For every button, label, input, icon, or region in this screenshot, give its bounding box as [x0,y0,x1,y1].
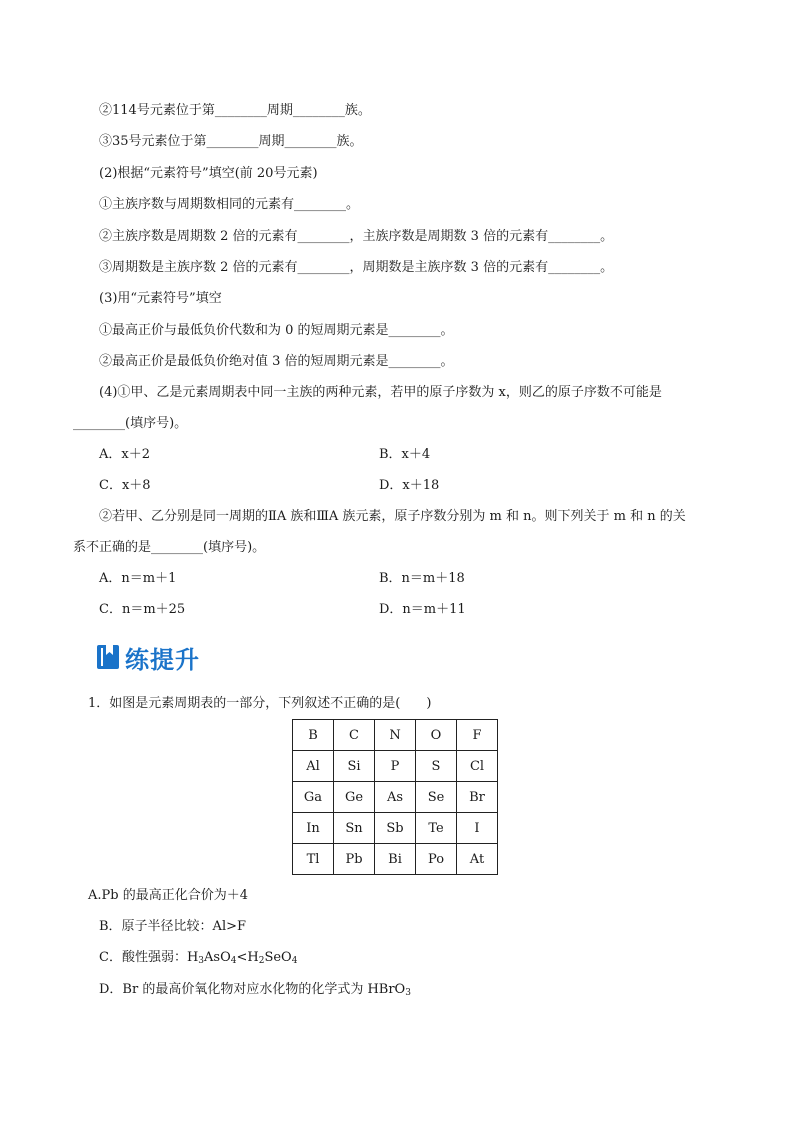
element-cell: Po [416,844,457,875]
element-cell: Si [334,751,375,782]
subscript: 4 [230,956,237,966]
text-line: ②114号元素位于第________周期________族。 [99,103,371,118]
book-icon [97,645,119,669]
option-c: C．n＝m＋25 [99,602,186,617]
element-cell: O [416,720,457,751]
text-line: ①主族序数与周期数相同的元素有________。 [99,197,360,212]
subscript: 3 [405,988,411,998]
element-cell: P [375,751,416,782]
option-text: <H [236,950,259,965]
option-b: B．x＋4 [379,447,431,462]
element-cell: As [375,782,416,813]
element-cell: F [457,720,498,751]
option-text: D．Br 的最高价氧化物对应水化物的化学式为 HBrO [99,982,406,997]
subscript: 2 [258,956,265,966]
option-b: B．n＝m＋18 [379,571,465,586]
text-line: ②若甲、乙分别是同一周期的ⅡA 族和ⅢA 族元素，原子序数分别为 m 和 n。则下列关于 m 和 n 的关 [99,509,686,524]
question-stem: 1．如图是元素周期表的一部分，下列叙述不正确的是( ) [88,696,432,711]
option-d: D．x＋18 [379,478,440,493]
option-text: AsO [204,950,231,965]
table-row [293,751,498,782]
table-row [293,782,498,813]
element-cell: C [334,720,375,751]
subscript: 3 [198,956,205,966]
element-cell: Te [416,813,457,844]
element-cell: At [457,844,498,875]
element-cell: Sb [375,813,416,844]
text-line: ②最高正价是最低负价绝对值 3 倍的短周期元素是________。 [99,354,454,369]
option-text: SeO [264,950,292,965]
section-title: 练提升 [125,645,200,674]
element-cell: Pb [334,844,375,875]
text-line: (2)根据“元素符号”填空(前 20号元素) [99,166,318,181]
section-heading [97,641,200,673]
option-d: D．n＝m＋11 [379,602,466,617]
element-cell: B [293,720,334,751]
text-line: ③周期数是主族序数 2 倍的元素有________，周期数是主族序数 3 倍的元素有________。 [99,260,614,275]
text-line: ②主族序数是周期数 2 倍的元素有________，主族序数是周期数 3 倍的元素有________。 [99,229,614,244]
element-cell: Br [457,782,498,813]
text-line: ③35号元素位于第________周期________族。 [99,134,363,149]
answer-option-c [99,949,297,970]
answer-option-d [99,981,411,1002]
element-cell: Ge [334,782,375,813]
element-cell: Ga [293,782,334,813]
element-cell: Se [416,782,457,813]
element-cell: Tl [293,844,334,875]
periodic-table-fragment [292,719,498,875]
element-cell: S [416,751,457,782]
element-cell: I [457,813,498,844]
answer-option-a: A.Pb 的最高正化合价为＋4 [88,888,248,903]
element-cell: N [375,720,416,751]
answer-option-b: B．原子半径比较：Al>F [99,919,247,934]
text-line: (4)①甲、乙是元素周期表中同一主族的两种元素，若甲的原子序数为 x，则乙的原子序数不可能是 [99,385,662,400]
option-text: C．酸性强弱：H [99,950,199,965]
text-line: 系不正确的是________(填序号)。 [73,540,266,555]
text-line: ①最高正价与最低负价代数和为 0 的短周期元素是________。 [99,323,454,338]
text-line: ________(填序号)。 [73,416,188,431]
element-cell: Bi [375,844,416,875]
element-cell: Cl [457,751,498,782]
element-cell: Al [293,751,334,782]
text-line: (3)用“元素符号”填空 [99,291,222,306]
subscript: 4 [291,956,298,966]
option-a: A．n＝m＋1 [99,571,177,586]
option-a: A．x＋2 [99,447,150,462]
table-row [293,844,498,875]
table-row [293,720,498,751]
element-cell: Sn [334,813,375,844]
table-row [293,813,498,844]
option-c: C．x＋8 [99,478,151,493]
element-cell: In [293,813,334,844]
